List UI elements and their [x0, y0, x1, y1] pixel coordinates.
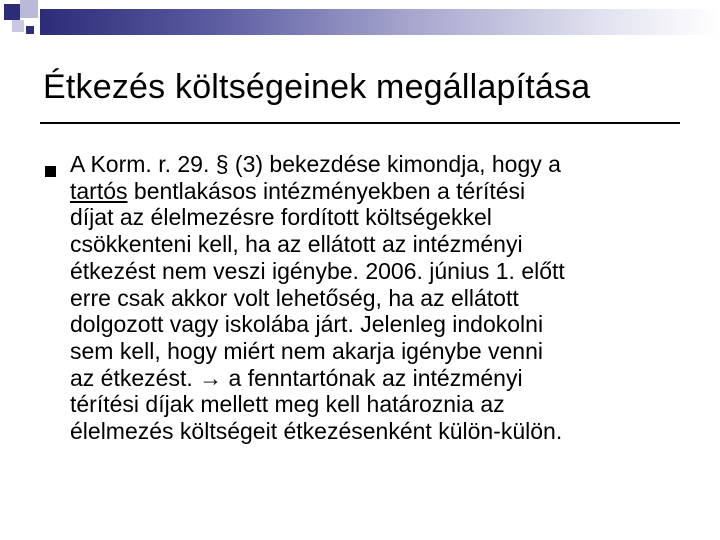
paragraph-line: az étkezést. → a fenntartónak az intézményi [70, 364, 523, 391]
bullet-paragraph [70, 151, 710, 445]
paragraph-line: erre csak akkor volt lehetőség, ha az ellátott [70, 284, 519, 311]
paragraph-line: sem kell, hogy miért nem akarja igénybe venni [70, 337, 544, 364]
paragraph-line: élelmezés költségeit étkezésenként külön-külön. [70, 418, 563, 445]
bullet-square-icon [45, 166, 56, 177]
paragraph-line [70, 178, 710, 205]
decor-square-dark [4, 4, 20, 20]
decor-gradient-band [40, 9, 720, 35]
paragraph-line: díjat az élelmezésre fordított költségekkel [70, 204, 492, 231]
decor-square-light [20, 0, 38, 18]
decor-square-light [12, 20, 24, 32]
paragraph-line-rest: bentlakásos intézményekben a térítési [133, 177, 526, 204]
paragraph-line: térítési díjak mellett meg kell határoznia az [70, 391, 505, 418]
slide-title: Étkezés költségeinek megállapítása [43, 68, 591, 106]
title-underline-rule [40, 122, 680, 124]
underlined-word: tartós [70, 177, 128, 204]
paragraph-line: étkezést nem veszi igénybe. 2006. június 1. előtt [70, 257, 565, 284]
decor-square-dark [26, 26, 34, 34]
paragraph-line: csökkenteni kell, ha az ellátott az intézményi [70, 231, 523, 258]
paragraph-line: A Korm. r. 29. § (3) bekezdése kimondja, hogy a [70, 151, 561, 177]
slide-header-decoration [0, 0, 720, 60]
paragraph-line: dolgozott vagy iskolába járt. Jelenleg indokolni [70, 311, 544, 338]
